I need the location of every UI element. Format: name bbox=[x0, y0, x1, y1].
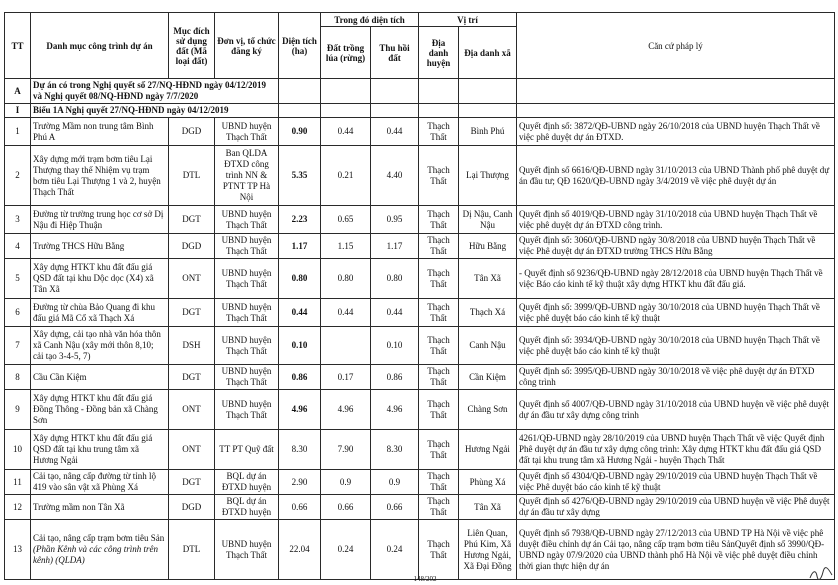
project-name: Cải tạo, nâng cấp đường từ tỉnh lộ 419 vào sân vật xã Phùng Xá bbox=[31, 470, 169, 495]
empty-cell bbox=[517, 79, 835, 104]
project-name: Xây dựng HTKT khu đất đấu giá Đồng Thông - Đồng bản xã Chàng Sơn bbox=[31, 390, 169, 430]
row-number: 3 bbox=[5, 206, 31, 234]
project-name: Đường từ chùa Bảo Quang đi khu đấu giá Mã Cổ xã Thạch Xá bbox=[31, 299, 169, 327]
commune-name: Cần Kiệm bbox=[459, 365, 517, 390]
project-name: Trường Mầm non trung tâm Bình Phú A bbox=[31, 118, 169, 146]
land-use-code: DGT bbox=[169, 470, 215, 495]
area-ha: 1.17 bbox=[279, 234, 321, 259]
registering-unit: BQL dự án ĐTXD huyện bbox=[215, 495, 279, 520]
project-name: Xây dựng HTKT khu đất đấu giá QSD đất tại khu Dộc dọc (X4) xã Tân Xã bbox=[31, 259, 169, 299]
section-code: I bbox=[5, 104, 31, 118]
recovered-land-area: 4.40 bbox=[371, 146, 419, 206]
land-use-code: DGD bbox=[169, 495, 215, 520]
commune-name: Phùng Xá bbox=[459, 470, 517, 495]
legal-basis: Quyết định số 4304/QĐ-UBND ngày 29/10/2019 của UBND huyện Thạch Thất về việc Phê duyệt báo cáo kinh tế kỹ thuật bbox=[517, 470, 835, 495]
section-title: Biểu 1A Nghị quyết 27/NQ-HĐND ngày 04/12/2019 bbox=[31, 104, 279, 118]
project-name: Cầu Cần Kiệm bbox=[31, 365, 169, 390]
legal-basis: Quyết định số 6616/QĐ-UBND ngày 31/10/2013 của UBND Thành phố phê duyệt dự án đầu tư; QĐ 1620/QĐ-UBND ngày 3/4/2019 về việc phê duyệt dự án bbox=[517, 146, 835, 206]
area-ha: 0.80 bbox=[279, 259, 321, 299]
recovered-land-area: 0.80 bbox=[371, 259, 419, 299]
header-area: Diện tích (ha) bbox=[279, 13, 321, 79]
district-name: Thạch Thất bbox=[419, 234, 459, 259]
commune-name: Liên Quan, Phú Kim, Xã Hương Ngải, Xã Đại Đồng bbox=[459, 520, 517, 580]
rice-land-area: 0.80 bbox=[321, 259, 371, 299]
table-row bbox=[5, 390, 835, 430]
recovered-land-area: 4.96 bbox=[371, 390, 419, 430]
empty-cell bbox=[419, 79, 459, 104]
rice-land-area: 4.96 bbox=[321, 390, 371, 430]
header-project-name: Danh mục công trình dự án bbox=[31, 13, 169, 79]
district-name: Thạch Thất bbox=[419, 299, 459, 327]
project-name bbox=[31, 520, 169, 580]
header-recovered-land: Thu hồi đất bbox=[371, 27, 419, 79]
legal-basis: Quyết định số: 3999/QĐ-UBND ngày 30/10/2018 của UBND huyện Thạch Thất về việc phê duyệt báo cáo kinh tế kỹ thuật bbox=[517, 299, 835, 327]
section-row-i bbox=[5, 104, 835, 118]
district-name: Thạch Thất bbox=[419, 495, 459, 520]
empty-cell bbox=[517, 104, 835, 118]
header-legal-basis: Căn cứ pháp lý bbox=[517, 13, 835, 79]
land-use-code: ONT bbox=[169, 259, 215, 299]
table-row bbox=[5, 206, 835, 234]
project-name: Xây dựng mới trạm bơm tiêu Lại Thượng thay thế Nhiệm vụ trạm bơm tiêu Lại Thượng 1 và 2, huyện Thạch Thất bbox=[31, 146, 169, 206]
district-name: Thạch Thất bbox=[419, 390, 459, 430]
project-name: Trường mầm non Tân Xã bbox=[31, 495, 169, 520]
commune-name: Canh Nậu bbox=[459, 327, 517, 365]
area-ha: 0.10 bbox=[279, 327, 321, 365]
district-name: Thạch Thất bbox=[419, 327, 459, 365]
header-district: Địa danh huyện bbox=[419, 27, 459, 79]
empty-cell bbox=[371, 79, 419, 104]
commune-name: Hương Ngải bbox=[459, 430, 517, 470]
project-name-note: (Phần Kênh và các công trình trên kênh) (QLDA) bbox=[33, 544, 158, 565]
legal-basis: Quyết định số 7938/QĐ-UBND ngày 27/12/2013 của UBND TP Hà Nội về việc phê duyệt điều chỉnh dự án Cải tạo, nâng cấp trạm bơm tiêu SảnQuyết định số 3990/QĐ-UBND ngày 07/9/2020 của UBND thành phố Hà Nội về việc phê duyệt điều chỉnh thời gian thực hiện dự án bbox=[517, 520, 835, 580]
area-ha: 0.44 bbox=[279, 299, 321, 327]
empty-cell bbox=[279, 104, 321, 118]
table-row bbox=[5, 118, 835, 146]
handwritten-mark bbox=[808, 566, 834, 582]
rice-land-area: 0.65 bbox=[321, 206, 371, 234]
recovered-land-area: 0.24 bbox=[371, 520, 419, 580]
registering-unit: TT PT Quỹ đất bbox=[215, 430, 279, 470]
land-use-code: ONT bbox=[169, 430, 215, 470]
header-tt: TT bbox=[5, 13, 31, 79]
district-name: Thạch Thất bbox=[419, 365, 459, 390]
recovered-land-area: 0.86 bbox=[371, 365, 419, 390]
area-ha: 0.66 bbox=[279, 495, 321, 520]
header-rice-land: Đất trồng lúa (rừng) bbox=[321, 27, 371, 79]
recovered-land-area: 0.95 bbox=[371, 206, 419, 234]
table-row bbox=[5, 299, 835, 327]
row-number: 6 bbox=[5, 299, 31, 327]
table-row bbox=[5, 234, 835, 259]
registering-unit: UBND huyện Thạch Thất bbox=[215, 520, 279, 580]
area-ha: 4.96 bbox=[279, 390, 321, 430]
legal-basis: Quyết định số: 3060/QĐ-UBND ngày 30/8/2018 của UBND huyện Thạch Thất về việc Phê duyệt dự án ĐTXD trường THCS Hữu Bằng bbox=[517, 234, 835, 259]
district-name: Thạch Thất bbox=[419, 470, 459, 495]
empty-cell bbox=[459, 104, 517, 118]
table-row bbox=[5, 430, 835, 470]
header-location: Vị trí bbox=[419, 13, 517, 27]
rice-land-area: 0.24 bbox=[321, 520, 371, 580]
registering-unit: UBND huyện Thạch Thất bbox=[215, 390, 279, 430]
row-number: 10 bbox=[5, 430, 31, 470]
rice-land-area: 0.44 bbox=[321, 299, 371, 327]
registering-unit: UBND huyện Thạch Thất bbox=[215, 259, 279, 299]
commune-name: Bình Phú bbox=[459, 118, 517, 146]
table-body bbox=[5, 79, 835, 580]
table-row bbox=[5, 470, 835, 495]
section-title: Dự án có trong Nghị quyết số 27/NQ-HĐND ngày 04/12/2019 và Nghị quyết 08/NQ-HĐND ngày 7/7/2020 bbox=[31, 79, 279, 104]
legal-basis: 4261/QĐ-UBND ngày 28/10/2019 của UBND huyện Thạch Thất về việc Quyết định Phê duyệt dự án đầu tư xây dựng công trình: Xây dựng HTKT khu đất đấu giá QSD đất tại khu trung tâm xã Hương Ngải - huyện Thạch Thất bbox=[517, 430, 835, 470]
registering-unit: UBND huyện Thạch Thất bbox=[215, 365, 279, 390]
recovered-land-area: 0.66 bbox=[371, 495, 419, 520]
project-name: Xây dựng, cải tạo nhà văn hóa thôn xã Canh Nậu (xây mới thôn 8,10; cải tạo 3-4-5, 7) bbox=[31, 327, 169, 365]
rice-land-area: 0.9 bbox=[321, 470, 371, 495]
recovered-land-area: 1.17 bbox=[371, 234, 419, 259]
empty-cell bbox=[419, 104, 459, 118]
commune-name: Dị Nậu, Canh Nậu bbox=[459, 206, 517, 234]
table-header bbox=[5, 13, 835, 79]
table-row bbox=[5, 259, 835, 299]
rice-land-area: 7.90 bbox=[321, 430, 371, 470]
recovered-land-area: 8.30 bbox=[371, 430, 419, 470]
empty-cell bbox=[321, 104, 371, 118]
area-ha: 5.35 bbox=[279, 146, 321, 206]
header-commune: Địa danh xã bbox=[459, 27, 517, 79]
table-row bbox=[5, 495, 835, 520]
area-ha: 0.90 bbox=[279, 118, 321, 146]
rice-land-area: 0.17 bbox=[321, 365, 371, 390]
empty-cell bbox=[279, 79, 321, 104]
rice-land-area: 0.44 bbox=[321, 118, 371, 146]
district-name: Thạch Thất bbox=[419, 146, 459, 206]
recovered-land-area: 0.10 bbox=[371, 327, 419, 365]
recovered-land-area: 0.44 bbox=[371, 299, 419, 327]
rice-land-area: 0.21 bbox=[321, 146, 371, 206]
legal-basis: Quyết định số 4007/QĐ-UBND ngày 31/10/2018 của UBND huyện về việc phê duyệt dự án đầu tư xây dựng công trình bbox=[517, 390, 835, 430]
row-number: 7 bbox=[5, 327, 31, 365]
land-use-code: DTL bbox=[169, 146, 215, 206]
row-number: 4 bbox=[5, 234, 31, 259]
land-use-code: DGD bbox=[169, 234, 215, 259]
district-name: Thạch Thất bbox=[419, 430, 459, 470]
row-number: 8 bbox=[5, 365, 31, 390]
land-use-code: DGT bbox=[169, 299, 215, 327]
land-use-code: DGD bbox=[169, 118, 215, 146]
area-ha: 2.90 bbox=[279, 470, 321, 495]
district-name: Thạch Thất bbox=[419, 520, 459, 580]
land-use-project-table bbox=[4, 12, 835, 580]
row-number: 11 bbox=[5, 470, 31, 495]
commune-name: Tân Xã bbox=[459, 259, 517, 299]
land-use-code: ONT bbox=[169, 390, 215, 430]
page-number: 148/202 bbox=[413, 575, 437, 583]
row-number: 12 bbox=[5, 495, 31, 520]
row-number: 2 bbox=[5, 146, 31, 206]
land-use-code: DTL bbox=[169, 520, 215, 580]
header-area-breakdown: Trong đó diện tích bbox=[321, 13, 419, 27]
commune-name: Lại Thượng bbox=[459, 146, 517, 206]
registering-unit: UBND huyện Thạch Thất bbox=[215, 206, 279, 234]
land-use-code: DGT bbox=[169, 365, 215, 390]
district-name: Thạch Thất bbox=[419, 118, 459, 146]
area-ha: 22.04 bbox=[279, 520, 321, 580]
commune-name: Thạch Xá bbox=[459, 299, 517, 327]
legal-basis: Quyết định số: 3872/QĐ-UBND ngày 26/10/2018 của UBND huyện Thạch Thất về việc phê duyệt dự án ĐTXD. bbox=[517, 118, 835, 146]
legal-basis: Quyết định số: 3995/QĐ-UBND ngày 30/10/2018 về việc phê duyệt dự án ĐTXD công trình bbox=[517, 365, 835, 390]
registering-unit: UBND huyện Thạch Thất bbox=[215, 234, 279, 259]
registering-unit: UBND huyện Thạch Thất bbox=[215, 118, 279, 146]
row-number: 13 bbox=[5, 520, 31, 580]
project-name-main: Cải tạo, nâng cấp trạm bơm tiêu Sản bbox=[33, 533, 165, 543]
rice-land-area: 1.15 bbox=[321, 234, 371, 259]
registering-unit: Ban QLDA ĐTXD công trình NN & PTNT TP Hà Nội bbox=[215, 146, 279, 206]
project-name: Xây dựng HTKT khu đất đấu giá QSD đất tại khu trung tâm xã Hương Ngải bbox=[31, 430, 169, 470]
row-number: 1 bbox=[5, 118, 31, 146]
land-use-code: DGT bbox=[169, 206, 215, 234]
registering-unit: UBND huyện Thạch Thất bbox=[215, 327, 279, 365]
empty-cell bbox=[371, 104, 419, 118]
empty-cell bbox=[321, 79, 371, 104]
registering-unit: UBND huyện Thạch Thất bbox=[215, 299, 279, 327]
project-name: Trường THCS Hữu Bằng bbox=[31, 234, 169, 259]
area-ha: 0.86 bbox=[279, 365, 321, 390]
table-row bbox=[5, 146, 835, 206]
section-code: A bbox=[5, 79, 31, 104]
recovered-land-area: 0.44 bbox=[371, 118, 419, 146]
legal-basis: Quyết định số: 3934/QĐ-UBND ngày 30/10/2018 của UBND huyện Thạch Thất về việc phê duyệt báo cáo kinh tế kỹ thuật bbox=[517, 327, 835, 365]
district-name: Thạch Thất bbox=[419, 259, 459, 299]
header-registering-unit: Đơn vị, tổ chức đăng ký bbox=[215, 13, 279, 79]
empty-cell bbox=[459, 79, 517, 104]
legal-basis: Quyết định số 4019/QĐ-UBND ngày 31/10/2018 của UBND huyện Thạch Thất về việc phê duyệt dự án ĐTXD công trình. bbox=[517, 206, 835, 234]
legal-basis: Quyết định số 4276/QĐ-UBND ngày 29/10/2019 của UBND huyện về việc Phê duyệt dự án đầu tư xây dựng bbox=[517, 495, 835, 520]
rice-land-area bbox=[321, 327, 371, 365]
commune-name: Tân Xã bbox=[459, 495, 517, 520]
commune-name: Chàng Sơn bbox=[459, 390, 517, 430]
project-name: Đường từ trường trung học cơ sở Dị Nậu đi Hiệp Thuận bbox=[31, 206, 169, 234]
row-number: 5 bbox=[5, 259, 31, 299]
legal-basis: - Quyết định số 9236/QĐ-UBND ngày 28/12/2018 của UBND huyện Thạch Thất về việc Báo cáo kinh tế kỹ thuật xây dựng HTKT khu đất đấu giá. bbox=[517, 259, 835, 299]
area-ha: 2.23 bbox=[279, 206, 321, 234]
header-land-use-purpose: Mục đích sử dụng đất (Mã loại đất) bbox=[169, 13, 215, 79]
row-number: 9 bbox=[5, 390, 31, 430]
rice-land-area: 0.66 bbox=[321, 495, 371, 520]
table-row bbox=[5, 327, 835, 365]
table-row bbox=[5, 520, 835, 580]
land-use-code: DSH bbox=[169, 327, 215, 365]
section-row-a bbox=[5, 79, 835, 104]
registering-unit: BQL dự án ĐTXD huyện bbox=[215, 470, 279, 495]
table-row bbox=[5, 365, 835, 390]
commune-name: Hữu Bằng bbox=[459, 234, 517, 259]
header-row-top bbox=[5, 13, 835, 27]
recovered-land-area: 0.9 bbox=[371, 470, 419, 495]
area-ha: 8.30 bbox=[279, 430, 321, 470]
district-name: Thạch Thất bbox=[419, 206, 459, 234]
